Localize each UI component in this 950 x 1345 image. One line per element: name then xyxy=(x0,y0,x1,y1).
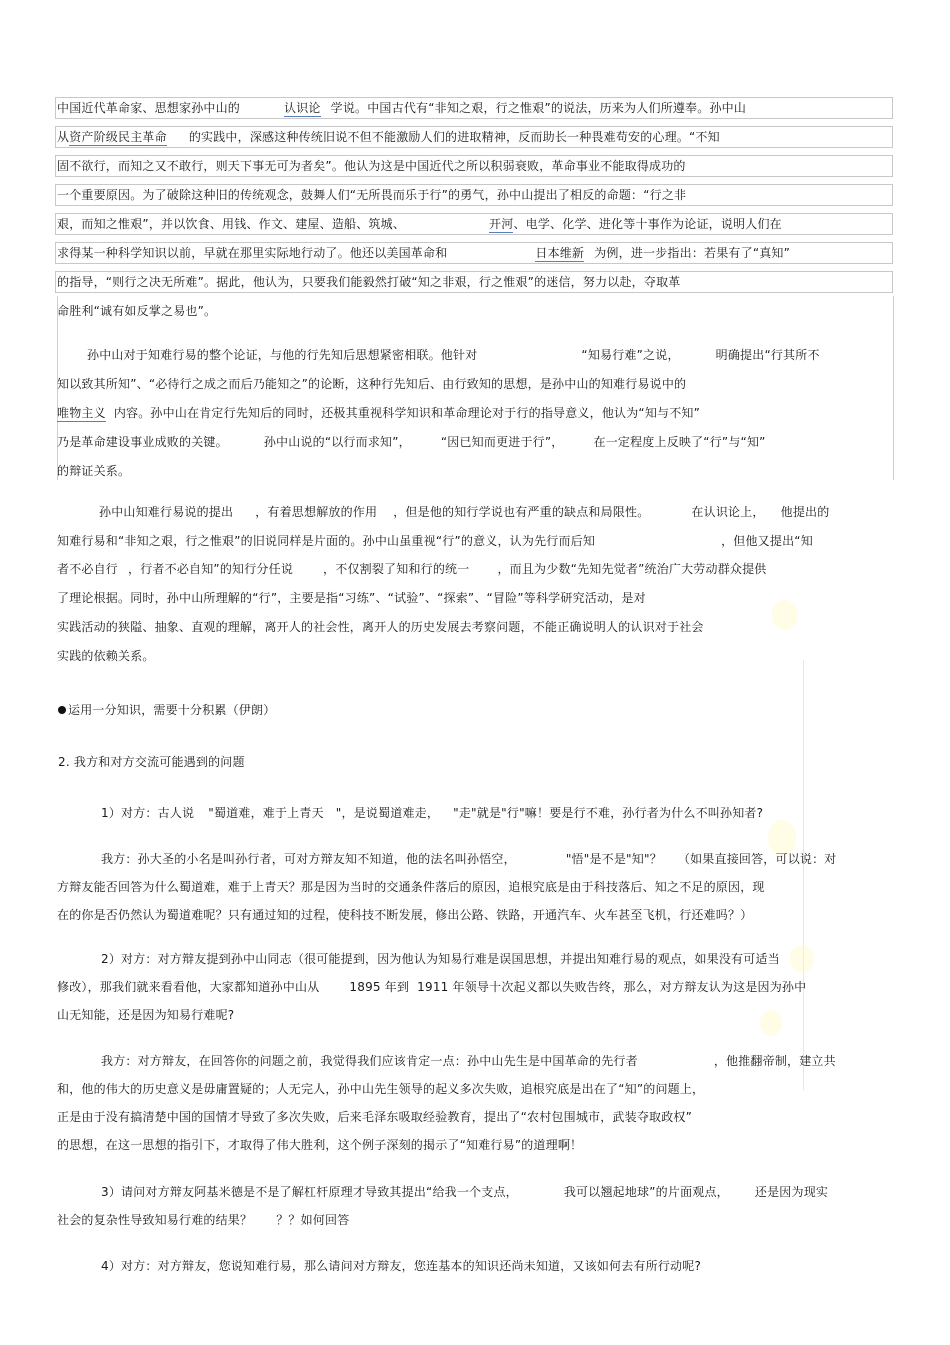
underlined-term: 日本维新 xyxy=(535,246,585,260)
text-line: 乃是革命建设事业成败的关键。 孙中山说的“以行而求知”， “因已知而更进于行”， 在一定程度上反映了“行”与“知” xyxy=(57,435,766,449)
text-line: 孙中山知难行易说的提出 ，有着思想解放的作用 ，但是他的知行学说也有严重的缺点和局限性。 在认识论上， 他提出的 xyxy=(99,505,830,519)
answer-line: 方辩友能否回答为什么蜀道难，难于上青天？那是因为当时的交通条件落后的原因，追根究底是由于科技落后、知之不足的原因，现 xyxy=(57,880,765,894)
answer-line: 我方：对方辩友，在回答你的问题之前，我觉得我们应该肯定一点：孙中山先生是中国革命的先行者 ，他推翻帝制，建立共 xyxy=(101,1054,836,1068)
question-line: 3）请问对方辩友阿基米德是不是了解杠杆原理才导致其提出“给我一个支点， 我可以翘起地球”的片面观点， 还是因为现实 xyxy=(101,1185,829,1199)
bullet-item: 运用一分知识，需要十分积累（伊朗） xyxy=(58,701,275,719)
question-line: 山无知能，还是因为知易行难呢? xyxy=(57,1008,235,1022)
underlined-term: 开河 xyxy=(489,217,514,231)
text-line: 者不必自行 ，行者不必自知”的知行分任说 ，不仅割裂了知和行的统一 ，而且为少数“先知先觉者”统治广大劳动群众提供 xyxy=(57,562,767,576)
question-line: 1）对方：古人说 "蜀道难，难于上青天 "，是说蜀道难走， "走"就是"行"嘛！要是行不难，孙行者为什么不叫孙知者? xyxy=(101,806,764,820)
text-line: 一个重要原因。为了破除这种旧的传统观念，鼓舞人们“无所畏而乐于行”的勇气，孙中山提出了相反的命题：“行之非 xyxy=(57,188,687,202)
text-line: 的辩证关系。 xyxy=(57,464,131,478)
question-line: 社会的复杂性导致知易行难的结果？ ？？如何回答 xyxy=(57,1213,350,1227)
answer-line: 在的你是否仍然认为蜀道难呢？只有通过知的过程，使科技不断发展，修出公路、铁路，开通汽车、火车甚至飞机，行还难吗？） xyxy=(57,908,753,922)
stain-mark xyxy=(760,1010,782,1036)
question-line: 修改），那我们就来看看他，大家都知道孙中山从 1895 年到 1911 年领导十次起义都以失败告终，那么，对方辩友认为这是因为孙中 xyxy=(57,980,807,994)
answer-line: 我方：孙大圣的小名是叫孙行者，可对方辩友知不知道，他的法名叫孙悟空， "悟"是不是"知"？ （如果直接回答，可以说：对 xyxy=(101,852,837,866)
text-line: 的指导，“则行之决无所难”。据此，他认为，只要我们能毅然打破“知之非艰，行之惟艰”的迷信，努力以赴，夺取革 xyxy=(57,275,681,289)
answer-line: 正是由于没有搞清楚中国的国情才导致了多次失败，后来毛泽东吸取经验教育，提出了“农村包围城市，武装夺取政权” xyxy=(57,1110,693,1124)
text-line: 知以致其所知”、“必待行之成之而后乃能知之”的论断，这种行先知后、由行致知的思想，是孙中山的知难行易说中的 xyxy=(57,377,687,391)
text-line: 中国近代革命家、思想家孙中山的 认识论 学说。中国古代有“非知之艰，行之惟艰”的说法，历来为人们所遵奉。孙中山 xyxy=(57,101,747,115)
text-line: 知难行易和“非知之艰，行之惟艰”的旧说同样是片面的。孙中山虽重视“行”的意义，认为先行而后知 ，但他又提出“知 xyxy=(57,534,813,548)
bullet-icon xyxy=(58,706,66,714)
divider xyxy=(803,660,804,1090)
text-line: 命胜利“诚有如反掌之易也”。 xyxy=(57,304,217,318)
stain-mark xyxy=(772,600,798,630)
answer-line: 和，他的伟大的历史意义是毋庸置疑的；人无完人，孙中山先生领导的起义多次失败，追根究底是出在了“知”的问题上， xyxy=(57,1082,705,1096)
section-title: 2. 我方和对方交流可能遇到的问题 xyxy=(58,755,245,769)
text-line: 唯物主义 内容。孙中山在肯定行先知后的同时，还极其重视科学知识和革命理论对于行的指导意义，他认为“知与不知” xyxy=(57,406,701,420)
text-line: 了理论根据。同时，孙中山所理解的“行”，主要是指“习练”、“试验”、“探索”、“冒险”等科学研究活动，是对 xyxy=(57,591,646,605)
text-line: 从资产阶级民主革命 的实践中，深感这种传统旧说不但不能激励人们的进取精神，反而助长一种畏难苟安的心理。“不知 xyxy=(57,130,720,144)
question-line: 2）对方：对方辩友提到孙中山同志（很可能提到，因为他认为知易行难是误国思想，并提出知难行易的观点，如果没有可适当 xyxy=(101,952,780,966)
divider xyxy=(893,296,894,480)
text-line: 实践的依赖关系。 xyxy=(57,649,155,663)
text-line: 孙中山对于知难行易的整个论证，与他的行先知后思想紧密相联。他针对 “知易行难”之说， 明确提出“行其所不 xyxy=(87,348,820,362)
underlined-term: 资产阶级民主革命 xyxy=(69,130,167,144)
text-line: 艰，而知之惟艰”，并以饮食、用钱、作文、建屋、造船、筑城、 开河、电学、化学、进化等十事作为论证，说明人们在 xyxy=(57,217,782,231)
text-line: 实践活动的狭隘、抽象、直观的理解，离开人的社会性，离开人的历史发展去考察问题，不能正确说明人的认识对于社会 xyxy=(57,620,704,634)
question-line: 4）对方：对方辩友，您说知难行易，那么请问对方辩友，您连基本的知识还尚未知道，又该如何去有所行动呢? xyxy=(101,1259,702,1273)
underlined-term: 认识论 xyxy=(284,101,321,115)
underlined-term: 唯物主义 xyxy=(57,406,106,420)
answer-line: 的思想，在这一思想的指引下，才取得了伟大胜利，这个例子深刻的揭示了“知难行易”的道理啊！ xyxy=(57,1138,583,1152)
text-line: 固不欲行，而知之又不敢行，则天下事无可为者矣”。他认为这是中国近代之所以积弱衰败，革命事业不能取得成功的 xyxy=(57,159,686,173)
stain-mark xyxy=(790,945,814,973)
text-line: 求得某一种科学知识以前，早就在那里实际地行动了。他还以美国革命和 日本维新 为例，进一步指出：若果有了“真知” xyxy=(57,246,791,260)
